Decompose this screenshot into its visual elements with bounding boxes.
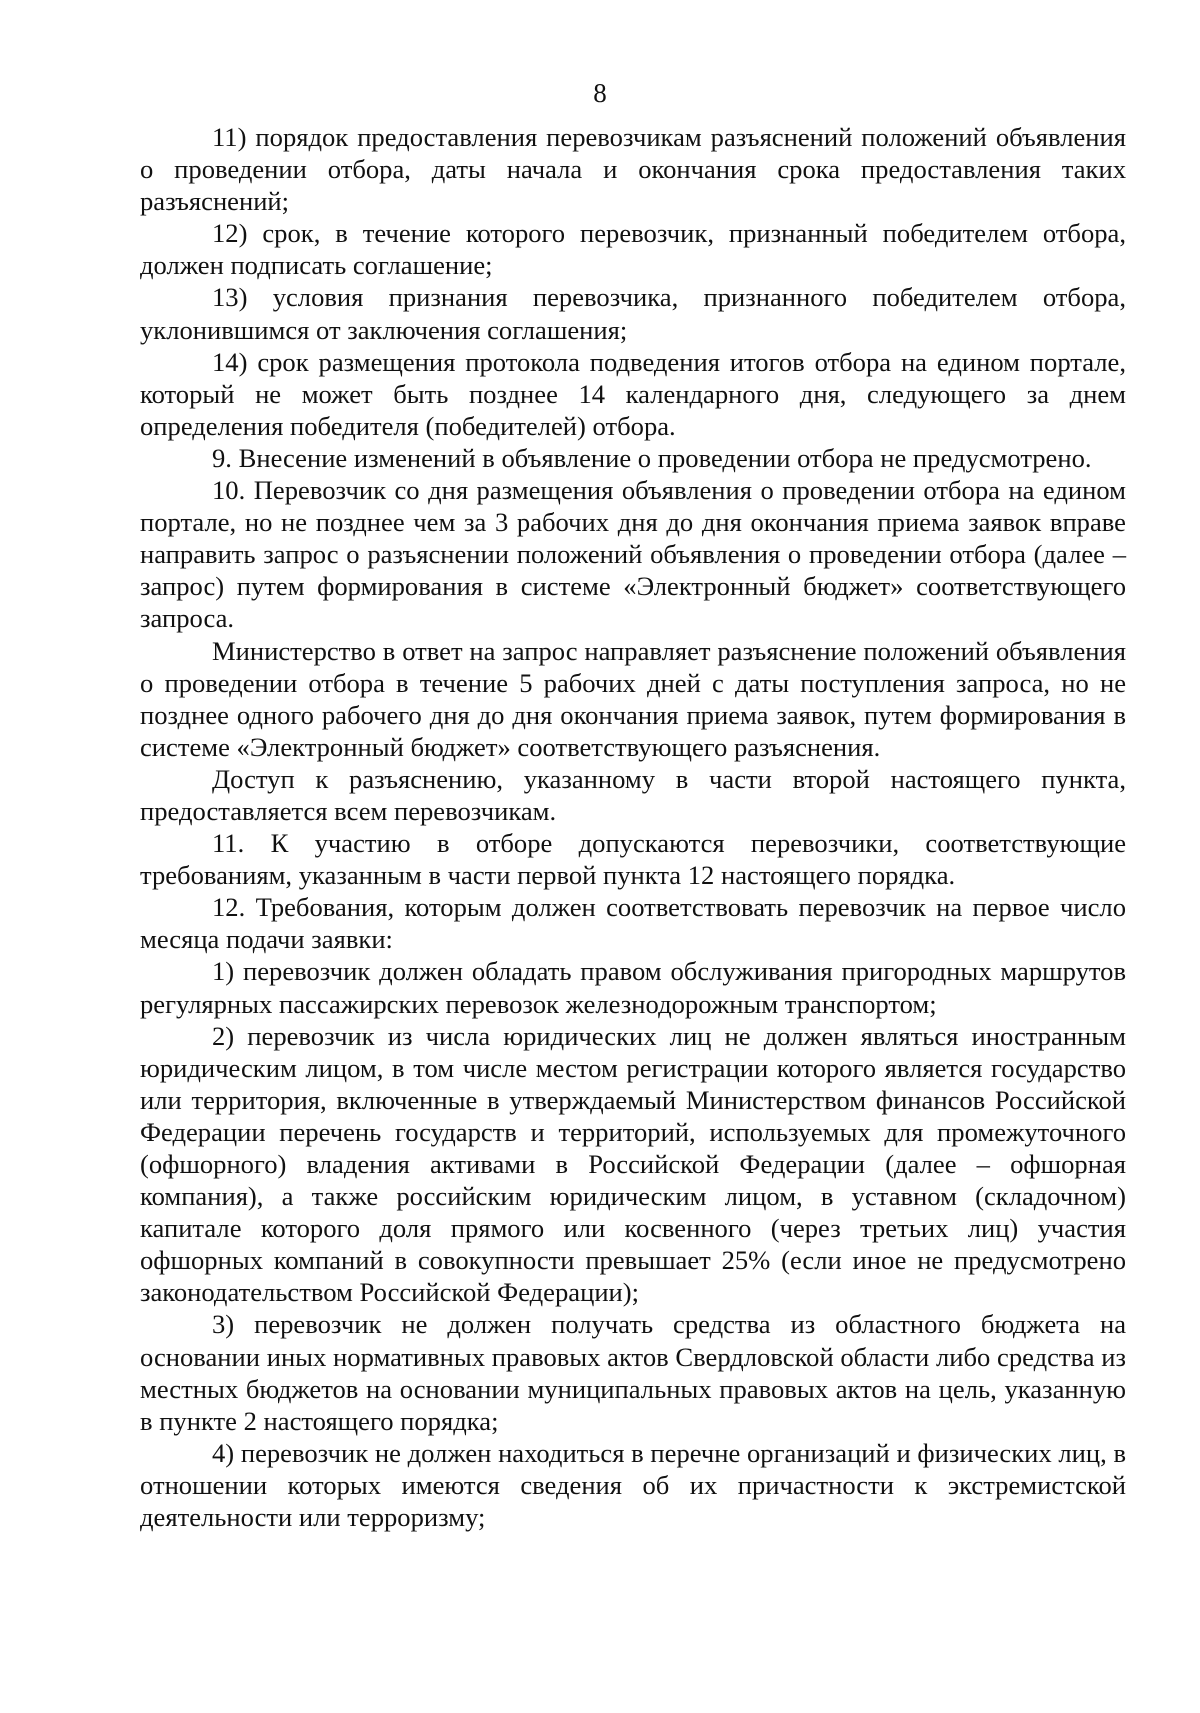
paragraph-requirement-4: 4) перевозчик не должен находиться в перечне организаций и физических лиц, в отношении которых имеются сведения об их причастности к экстремистской деятельности или терроризму;	[140, 1437, 1126, 1533]
paragraph-requirement-3: 3) перевозчик не должен получать средства из областного бюджета на основании иных нормативных правовых актов Свердловской области либо средства из местных бюджетов на основании муниципальных правовых актов на цель, указанную в пункте 2 настоящего порядка;	[140, 1309, 1126, 1436]
paragraph-requirement-2: 2) перевозчик из числа юридических лиц не должен являться иностранным юридическим лицом, в том числе местом регистрации которого является государство или территория, включенные в утверждаемый Министерством финансов Российской Федерации перечень государств и территорий, используемых для промежуточного (офшорного) владения активами в Российской Федерации (далее – офшорная компания), а также российским юридическим лицом, в уставном (складочном) капитале которого доля прямого или косвенного (через третьих лиц) участия офшорных компаний в совокупности превышает 25% (если иное не предусмотрено законодательством Российской Федерации);	[140, 1020, 1126, 1308]
paragraph-clause-9: 9. Внесение изменений в объявление о проведении отбора не предусмотрено.	[212, 442, 1092, 473]
paragraph-item-13: 13) условия признания перевозчика, признанного победителем отбора, уклонившимся от заключения соглашения;	[140, 282, 1126, 345]
paragraph-clause-10-part-2: Министерство в ответ на запрос направляет разъяснение положений объявления о проведении отбора в течение 5 рабочих дней с даты поступления запроса, но не позднее одного рабочего дня до дня окончания приема заявок, путем формирования в системе «Электронный бюджет» соответствующего разъяснения.	[140, 635, 1126, 762]
paragraph-item-11: 11) порядок предоставления перевозчикам разъяснений положений объявления о проведении отбора, даты начала и окончания срока предоставления таких разъяснений;	[140, 122, 1126, 217]
paragraph-clause-12: 12. Требования, которым должен соответствовать перевозчик на первое число месяца подачи заявки:	[140, 892, 1126, 955]
paragraph-item-12: 12) срок, в течение которого перевозчик, признанный победителем отбора, должен подписать соглашение;	[140, 218, 1126, 281]
document-body	[140, 121, 1126, 1533]
page-number: 8	[593, 78, 607, 108]
paragraph-clause-10: 10. Перевозчик со дня размещения объявления о проведении отбора на едином портале, но не позднее чем за 3 рабочих дня до дня окончания приема заявок вправе направить запрос о разъяснении положений объявления о проведении отбора (далее – запрос) путем формирования в системе «Электронный бюджет» соответствующего запроса.	[140, 475, 1126, 634]
paragraph-clause-10-part-3: Доступ к разъяснению, указанному в части второй настоящего пункта, предоставляется всем перевозчикам.	[140, 763, 1126, 826]
paragraph-item-14: 14) срок размещения протокола подведения итогов отбора на едином портале, который не может быть позднее 14 календарного дня, следующего за днем определения победителя (победителей) отбора.	[140, 346, 1126, 441]
paragraph-clause-11: 11. К участию в отборе допускаются перевозчики, соответствующие требованиям, указанным в части первой пункта 12 настоящего порядка.	[140, 828, 1126, 891]
paragraph-requirement-1: 1) перевозчик должен обладать правом обслуживания пригородных маршрутов регулярных пассажирских перевозок железнодорожным транспортом;	[140, 956, 1126, 1019]
